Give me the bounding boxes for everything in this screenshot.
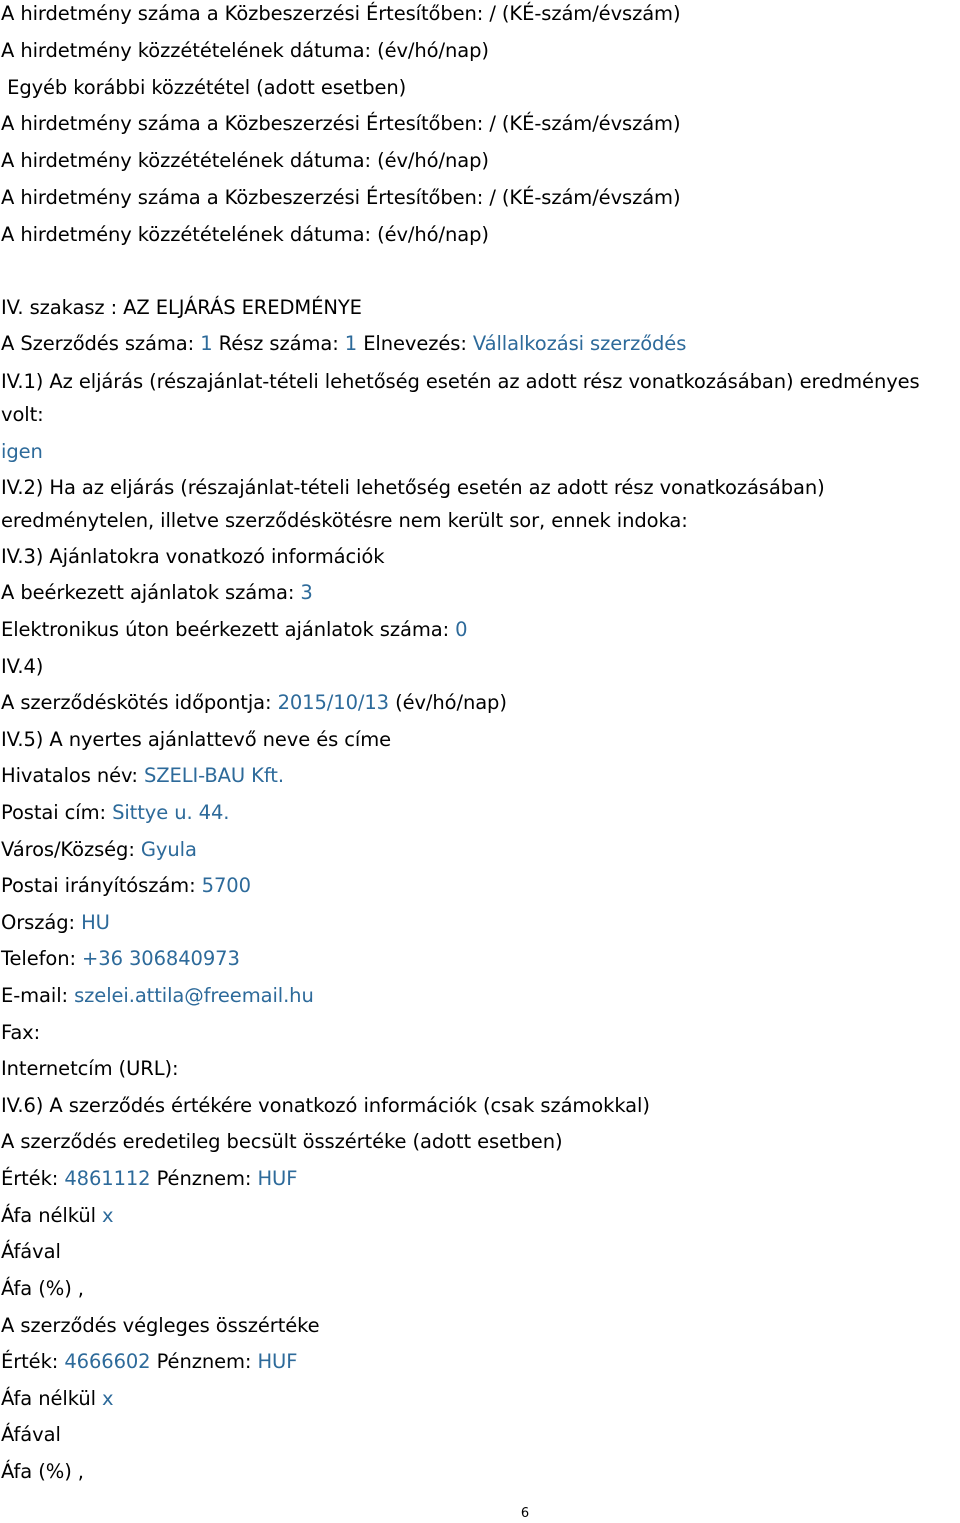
iv6-heading: IV.6) A szerződés értékére vonatkozó információk (csak számokkal)	[1, 1094, 650, 1117]
iv4-heading: IV.4)	[1, 655, 44, 678]
other-publication-line: Egyéb korábbi közzététel (adott esetben)	[1, 76, 407, 99]
final-value-line: Érték: 4666602 Pénznem: HUF	[1, 1350, 298, 1373]
electronic-offers-value: 0	[455, 618, 468, 641]
url-line: Internetcím (URL):	[1, 1057, 179, 1080]
contract-info-line: A Szerződés száma: 1 Rész száma: 1 Elnevezés: Vállalkozási szerződés	[1, 332, 687, 355]
received-offers-line: A beérkezett ajánlatok száma: 3	[1, 581, 313, 604]
final-value: 4666602	[64, 1350, 151, 1373]
original-value: 4861112	[64, 1167, 151, 1190]
email-value: szelei.attila@freemail.hu	[74, 984, 314, 1007]
official-name-line: Hivatalos név: SZELI-BAU Kft.	[1, 764, 284, 787]
notice-date-line: A hirdetmény közzétételének dátuma: (év/hó/nap)	[1, 223, 489, 246]
city-line: Város/Község: Gyula	[1, 838, 197, 861]
iv2-question-line2: eredménytelen, illetve szerződéskötésre nem került sor, ennek indoka:	[1, 509, 688, 532]
notice-number-line: A hirdetmény száma a Közbeszerzési Értesítőben: / (KÉ-szám/évszám)	[1, 186, 681, 209]
part-number-value: 1	[344, 332, 358, 355]
final-value-heading: A szerződés végleges összértéke	[1, 1314, 320, 1337]
notice-date-line: A hirdetmény közzétételének dátuma: (év/hó/nap)	[1, 149, 489, 172]
final-vat-line: Áfa (%) ,	[1, 1460, 84, 1483]
phone-line: Telefon: +36 306840973	[1, 947, 240, 970]
received-offers-value: 3	[300, 581, 313, 604]
iv2-question-line1: IV.2) Ha az eljárás (részajánlat-tételi lehetőség esetén az adott rész vonatkozásában)	[1, 476, 825, 499]
iv1-answer: igen	[1, 440, 43, 463]
fax-line: Fax:	[1, 1021, 41, 1044]
original-gross-line: Áfával	[1, 1240, 61, 1263]
iv1-question-line2: volt:	[1, 403, 44, 426]
final-currency: HUF	[257, 1350, 298, 1373]
country-value: HU	[81, 911, 110, 934]
original-vat-line: Áfa (%) ,	[1, 1277, 84, 1300]
iv3-heading: IV.3) Ajánlatokra vonatkozó információk	[1, 545, 385, 568]
postal-address-value: Sittye u. 44.	[112, 801, 230, 824]
original-value-heading: A szerződés eredetileg becsült összértéke (adott esetben)	[1, 1130, 563, 1153]
contract-number-value: 1	[200, 332, 213, 355]
notice-number-line: A hirdetmény száma a Közbeszerzési Értesítőben: / (KÉ-szám/évszám)	[1, 2, 681, 25]
notice-number-line: A hirdetmény száma a Közbeszerzési Értesítőben: / (KÉ-szám/évszám)	[1, 112, 681, 135]
original-value-line: Érték: 4861112 Pénznem: HUF	[1, 1167, 298, 1190]
final-net-mark: x	[102, 1387, 114, 1410]
contract-date-line: A szerződéskötés időpontja: 2015/10/13 (év/hó/nap)	[1, 691, 507, 714]
iv1-question-line1: IV.1) Az eljárás (részajánlat-tételi lehetőség esetén az adott rész vonatkozásában) eredményes	[1, 370, 920, 393]
page-number: 6	[520, 1506, 530, 1521]
electronic-offers-line: Elektronikus úton beérkezett ajánlatok száma: 0	[1, 618, 468, 641]
phone-value: +36 306840973	[82, 947, 240, 970]
postal-address-line: Postai cím: Sittye u. 44.	[1, 801, 230, 824]
zip-line: Postai irányítószám: 5700	[1, 874, 251, 897]
final-net-line: Áfa nélkül x	[1, 1387, 114, 1410]
country-line: Ország: HU	[1, 911, 110, 934]
zip-value: 5700	[201, 874, 251, 897]
notice-date-line: A hirdetmény közzétételének dátuma: (év/hó/nap)	[1, 39, 489, 62]
section-title: IV. szakasz : AZ ELJÁRÁS EREDMÉNYE	[1, 296, 362, 319]
official-name-value: SZELI-BAU Kft.	[143, 764, 284, 787]
final-gross-line: Áfával	[1, 1423, 61, 1446]
original-net-line: Áfa nélkül x	[1, 1204, 114, 1227]
email-line: E-mail: szelei.attila@freemail.hu	[1, 984, 314, 1007]
original-net-mark: x	[102, 1204, 114, 1227]
original-currency: HUF	[257, 1167, 298, 1190]
city-value: Gyula	[140, 838, 197, 861]
contract-name-value: Vállalkozási szerződés	[472, 332, 687, 355]
contract-date-value: 2015/10/13	[277, 691, 389, 714]
iv5-heading: IV.5) A nyertes ajánlattevő neve és címe	[1, 728, 392, 751]
